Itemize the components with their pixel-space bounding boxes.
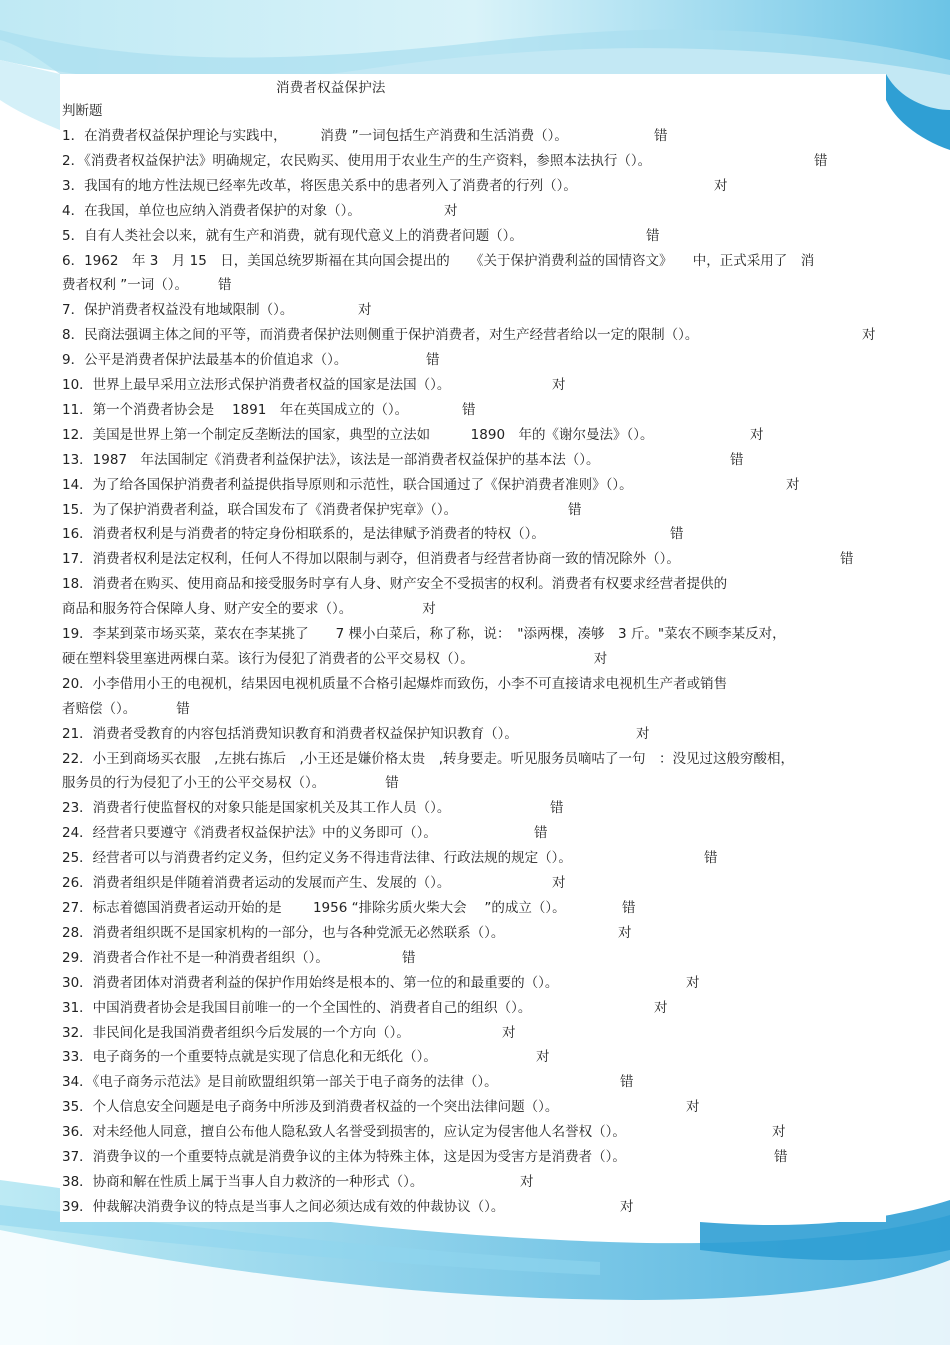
document-page [60, 74, 886, 1222]
question-text: 33．电子商务的一个重要特点就是实现了信息化和无纸化（）。 [62, 1049, 437, 1066]
answer-mark: 错 [385, 775, 399, 792]
question-item [62, 896, 886, 921]
question-item [62, 1145, 886, 1170]
answer-mark: 错 [550, 800, 564, 817]
question-item [62, 298, 886, 323]
question-text: 13．1987 年法国制定《消费者利益保护法》，该法是一部消费者权益保护的基本法（）。 [62, 451, 600, 468]
question-text: 39．仲裁解决消费争议的特点是当事人之间必须达成有效的仲裁协议（）。 [62, 1198, 505, 1215]
question-item [62, 821, 886, 846]
question-item [62, 1170, 886, 1195]
answer-mark: 对 [620, 1198, 634, 1215]
question-text: 11．第一个消费者协会是 1891 年在英国成立的（）。 [62, 401, 409, 418]
question-item [62, 348, 886, 373]
answer-mark: 错 [622, 900, 636, 917]
question-text: 14．为了给各国保护消费者利益提供指导原则和示范性，联合国通过了《保护消费者准则》（）。 [62, 476, 633, 493]
question-text: 38．协商和解在性质上属于当事人自力救济的一种形式（）。 [62, 1173, 424, 1190]
answer-mark: 错 [654, 128, 668, 144]
question-text: 24．经营者只要遵守《消费者权益保护法》中的义务即可（）。 [62, 825, 437, 842]
question-item [62, 1120, 886, 1145]
question-text: 19．李某到菜市场买菜，菜农在李某挑了 7 棵小白菜后，称了称，说： "添两棵，凑够 3 斤。"菜农不顾李某反对， [62, 626, 786, 643]
question-text: 8．民商法强调主体之间的平等，而消费者保护法则侧重于保护消费者，对生产经营者给以一定的限制（）。 [62, 327, 699, 344]
question-item [62, 124, 886, 149]
question-text-line2: 费者权利 ”一词（）。 [62, 277, 189, 294]
left-side-tint [0, 60, 60, 130]
question-text: 26．消费者组织是伴随着消费者运动的发展而产生、发展的（）。 [62, 875, 451, 892]
question-item [62, 448, 886, 473]
answer-mark: 错 [462, 401, 476, 418]
answer-mark: 错 [176, 700, 190, 717]
answer-mark: 错 [730, 451, 744, 468]
answer-mark: 对 [552, 377, 566, 394]
answer-mark: 对 [772, 1124, 786, 1141]
question-text: 12．美国是世界上第一个制定反垄断法的国家，典型的立法如 1890 年的《谢尔曼法》（）。 [62, 426, 654, 443]
question-item [62, 1045, 886, 1070]
question-item [62, 398, 886, 423]
answer-mark: 对 [786, 476, 800, 493]
question-text: 15．为了保护消费者利益，联合国发布了《消费者保护宪章》（）。 [62, 501, 458, 518]
question-text: 9．公平是消费者保护法最基本的价值追求（）。 [62, 352, 348, 369]
question-item [62, 1195, 886, 1220]
question-text: 23．消费者行使监督权的对象只能是国家机关及其工作人员（）。 [62, 800, 451, 817]
answer-mark: 对 [593, 650, 608, 667]
question-continuation [62, 697, 190, 722]
document-title: 消费者权益保护法 [276, 80, 386, 96]
question-text: 5．自有人类社会以来，就有生产和消费，就有现代意义上的消费者问题（）。 [62, 227, 523, 244]
question-item [62, 672, 886, 722]
answer-mark: 对 [422, 601, 436, 618]
answer-mark: 错 [646, 227, 660, 244]
question-text-line2: 者赔偿（）。 [62, 700, 137, 717]
question-text: 7．保护消费者权益没有地域限制（）。 [62, 302, 294, 319]
question-text: 25．经营者可以与消费者约定义务，但约定义务不得违背法律、行政法规的规定（）。 [62, 850, 572, 867]
answer-mark: 对 [618, 924, 632, 941]
question-text: 3．我国有的地方性法规已经率先改革，将医患关系中的患者列入了消费者的行列（）。 [62, 177, 577, 194]
answer-mark: 对 [862, 327, 876, 344]
question-text: 2．《消费者权益保护法》明确规定，农民购买、使用用于农业生产的生产资料，参照本法执行（）。 [62, 152, 652, 169]
question-continuation [62, 647, 607, 672]
question-text: 1．在消费者权益保护理论与实践中， 消费 ”一词包括生产消费和生活消费（）。 [62, 128, 568, 144]
question-item [62, 1021, 886, 1046]
question-item [62, 199, 886, 224]
question-item [62, 996, 886, 1021]
question-item [62, 971, 886, 996]
question-item [62, 498, 886, 523]
answer-mark: 对 [520, 1173, 534, 1190]
question-item [62, 547, 886, 572]
question-text: 20．小李借用小王的电视机，结果因电视机质量不合格引起爆炸而致伤，小李不可直接请求电视机生产者或销售 [62, 675, 728, 692]
question-text: 34．《电子商务示范法》是目前欧盟组织第一部关于电子商务的法律（）。 [62, 1074, 498, 1091]
question-text: 29．消费者合作社不是一种消费者组织（）。 [62, 949, 329, 966]
question-continuation [62, 273, 232, 298]
question-text: 17．消费者权利是法定权利，任何人不得加以限制与剥夺，但消费者与经营者协商一致的情况除外（）。 [62, 551, 680, 568]
question-item [62, 1095, 886, 1120]
question-text: 6．1962 年 3 月 15 日，美国总统罗斯福在其向国会提出的 《关于保护消费利益的国情咨文》 中，正式采用了 消 [62, 252, 815, 269]
question-text: 16．消费者权利是与消费者的特定身份相联系的，是法律赋予消费者的特权（）。 [62, 526, 545, 543]
question-text: 31．中国消费者协会是我国目前唯一的一个全国性的、消费者自己的组织（）。 [62, 999, 532, 1016]
question-text-line2: 商品和服务符合保障人身、财产安全的要求（）。 [62, 601, 353, 618]
question-text-line2: 服务员的行为侵犯了小王的公平交易权（）。 [62, 775, 326, 792]
question-item [62, 224, 886, 249]
answer-mark: 错 [568, 501, 582, 518]
question-item [62, 622, 886, 672]
question-item [62, 1070, 886, 1095]
question-text: 18．消费者在购买、使用商品和接受服务时享有人身、财产安全不受损害的权利。消费者有权要求经营者提供的 [62, 576, 728, 593]
answer-mark: 错 [774, 1149, 788, 1166]
question-item [62, 323, 886, 348]
answer-mark: 错 [218, 277, 232, 294]
question-item [62, 174, 886, 199]
answer-mark: 对 [536, 1049, 550, 1066]
answer-mark: 错 [670, 526, 684, 543]
question-text: 10．世界上最早采用立法形式保护消费者权益的国家是法国（）。 [62, 377, 451, 394]
question-text: 21．消费者受教育的内容包括消费知识教育和消费者权益保护知识教育（）。 [62, 725, 518, 742]
question-item [62, 722, 886, 747]
answer-mark: 对 [444, 202, 458, 219]
answer-mark: 对 [686, 974, 700, 991]
question-text: 32．非民间化是我国消费者组织今后发展的一个方向（）。 [62, 1024, 410, 1041]
answer-mark: 错 [426, 352, 440, 369]
answer-mark: 错 [534, 825, 548, 842]
question-text: 28．消费者组织既不是国家机构的一部分，也与各种党派无必然联系（）。 [62, 924, 505, 941]
question-text: 37．消费争议的一个重要特点就是消费争议的主体为特殊主体，这是因为受害方是消费者（）。 [62, 1149, 626, 1166]
question-item [62, 423, 886, 448]
question-text: 27．标志着德国消费者运动开始的是 1956 “排除劣质火柴大会 ”的成立（）。 [62, 900, 566, 917]
question-text: 22．小王到商场买衣服 ,左挑右拣后 ,小王还是嫌价格太贵 ,转身要走。听见服务员嘀咕了一句 ：没见过这般穷酸相， [62, 750, 795, 767]
question-text: 35．个人信息安全问题是电子商务中所涉及到消费者权益的一个突出法律问题（）。 [62, 1099, 559, 1116]
question-text: 4．在我国，单位也应纳入消费者保护的对象（）。 [62, 202, 361, 219]
question-item [62, 249, 886, 299]
answer-mark: 对 [502, 1024, 516, 1041]
answer-mark: 对 [654, 999, 668, 1016]
question-text: 36．对未经他人同意，擅自公布他人隐私致人名誉受到损害的，应认定为侵害他人名誉权（）。 [62, 1124, 626, 1141]
question-item [62, 473, 886, 498]
question-item [62, 796, 886, 821]
answer-mark: 对 [358, 302, 372, 319]
question-item [62, 747, 886, 797]
question-item [62, 373, 886, 398]
question-continuation [62, 771, 399, 796]
question-text-line2: 硬在塑料袋里塞进两棵白菜。该行为侵犯了消费者的公平交易权（）。 [62, 650, 474, 667]
answer-mark: 错 [840, 551, 854, 568]
question-item [62, 871, 886, 896]
question-list [62, 124, 886, 1220]
question-item [62, 946, 886, 971]
question-item [62, 921, 886, 946]
question-text: 30．消费者团体对消费者利益的保护作用始终是根本的、第一位的和最重要的（）。 [62, 974, 559, 991]
answer-mark: 对 [686, 1099, 700, 1116]
answer-mark: 错 [704, 850, 718, 867]
section-heading: 判断题 [62, 103, 103, 119]
answer-mark: 错 [402, 949, 416, 966]
answer-mark: 对 [552, 875, 566, 892]
answer-mark: 对 [750, 426, 764, 443]
question-item [62, 572, 886, 622]
answer-mark: 错 [814, 152, 828, 169]
answer-mark: 对 [714, 177, 728, 194]
question-item [62, 846, 886, 871]
answer-mark: 对 [636, 725, 650, 742]
question-continuation [62, 597, 436, 622]
question-item [62, 522, 886, 547]
answer-mark: 错 [620, 1074, 634, 1091]
question-item [62, 149, 886, 174]
